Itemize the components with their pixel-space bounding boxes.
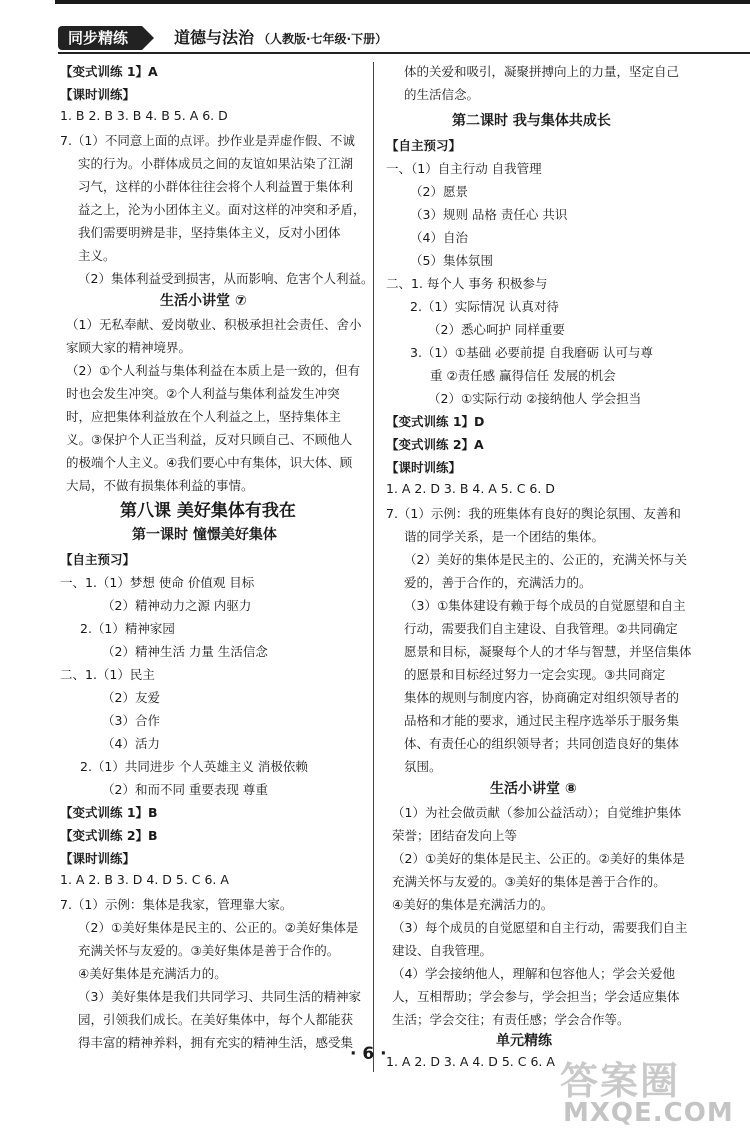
right-line: 品格和才能的要求，通过民主程序选举乐于服务集 <box>404 713 680 728</box>
left-line: 二、1.（1）民主 <box>60 667 155 682</box>
left-line: （2）①个人利益与集体利益在本质上是一致的，但有 <box>66 363 361 378</box>
right-line: 的生活信念。 <box>404 87 480 102</box>
header-underline <box>58 52 750 54</box>
left-line: 【变式训练 1】A <box>60 64 158 79</box>
left-line: 得丰富的精神养料，拥有充实的精神生活，感受集 <box>78 1035 354 1050</box>
period-title: 第一课时 憧憬美好集体 <box>132 527 277 543</box>
right-line: 【自主预习】 <box>386 138 462 153</box>
left-line: （2）集体利益受到损害，从而影响、危害个人利益。 <box>78 271 374 286</box>
right-line: 的愿景和目标经过努力一定会实现。③共同商定 <box>404 667 666 682</box>
left-line: 1. A 2. B 3. D 4. D 5. C 6. A <box>60 872 229 887</box>
right-line: （3）每个成员的自觉愿望和自主行动，需要我们自主 <box>392 920 688 935</box>
right-line: 建设、自我管理。 <box>392 943 493 958</box>
right-line: （1）为社会做贡献（参加公益活动）；自觉维护集体 <box>392 805 682 820</box>
section-heading: 单元精练 <box>496 1033 552 1049</box>
left-line: （3）美好集体是我们共同学习、共同生活的精神家 <box>78 989 361 1004</box>
right-line: （2）①实际行动 ②接纳他人 学会担当 <box>428 391 642 406</box>
left-line: （2）精神生活 力量 生活信念 <box>102 644 268 659</box>
left-line: 【变式训练 1】B <box>60 805 158 820</box>
left-line: 7.（1）示例：集体是我家，管理靠大家。 <box>60 897 293 912</box>
right-line: 3.（1）①基础 必要前提 自我磨砺 认可与尊 <box>410 345 654 360</box>
left-line: 【课时训练】 <box>60 851 136 866</box>
right-line: 荣誉；团结奋发向上等 <box>392 828 518 843</box>
left-line: 【课时训练】 <box>60 87 136 102</box>
left-line: 2.（1）精神家园 <box>80 621 175 636</box>
column-divider <box>373 62 374 1072</box>
right-line: （2）美好的集体是民主的、公正的，充满关怀与关 <box>404 552 687 567</box>
left-line: 家顾大家的精神境界。 <box>66 340 192 355</box>
left-line: （3）合作 <box>102 713 160 728</box>
right-line: （4）学会接纳他人，理解和包容他人；学会关爱他 <box>392 966 675 981</box>
right-line: （2）悉心呵护 同样重要 <box>428 322 565 337</box>
left-line: 园，引领我们成长。在美好集体中，每个人都能获 <box>78 1012 354 1027</box>
right-line: （4）自治 <box>410 230 468 245</box>
watermark <box>555 1050 735 1128</box>
header-top-bar <box>55 0 750 4</box>
right-line: 谐的同学关系，是一个团结的集体。 <box>404 529 605 544</box>
right-line: 体、有责任心的组织领导者；共同创造良好的集体 <box>404 736 680 751</box>
left-line: （2）精神动力之源 内驱力 <box>102 598 252 613</box>
right-line: 爱的，善于合作的，充满活力的。 <box>404 575 592 590</box>
right-line: 充满关怀与友爱的。③美好的集体是善于合作的。 <box>392 874 666 889</box>
right-line: 愿景和目标，凝聚每个人的才华与智慧，并坚信集体 <box>404 644 692 659</box>
right-line: 氛围。 <box>404 759 442 774</box>
section-heading: 生活小讲堂 ⑧ <box>490 781 577 797</box>
right-line: 1. A 2. D 3. B 4. A 5. C 6. D <box>386 481 555 496</box>
edition-label: （人教版·七年级·下册） <box>258 32 388 46</box>
left-line: （2）友爱 <box>102 690 160 705</box>
lesson-title: 第八课 美好集体有我在 <box>120 501 296 521</box>
right-line: 7.（1）示例：我的班集体有良好的舆论氛围、友善和 <box>386 506 681 521</box>
left-line: 益之上，沦为小团体主义。面对这样的冲突和矛盾， <box>78 202 366 217</box>
right-line: 人，互相帮助；学会参与，学会担当；学会适应集体 <box>392 989 680 1004</box>
watermark-url: MXQE.COM <box>563 1098 734 1128</box>
right-line: 重 ②责任感 赢得信任 发展的机会 <box>430 368 616 383</box>
left-line: 习气，这样的小群体往往会将个人利益置于集体利 <box>78 179 354 194</box>
right-line: 体的关爱和吸引，凝聚拼搏向上的力量，坚定自己 <box>404 64 680 79</box>
right-line: 一、（1）自主行动 自我管理 <box>386 161 542 176</box>
subject-title: 道德与法治 <box>174 28 255 47</box>
right-line: ④美好的集体是充满活力的。 <box>392 897 554 912</box>
right-line: （3）①集体建设有赖于每个成员的自觉愿望和自主 <box>404 598 686 613</box>
right-line: （2）①美好的集体是民主、公正的。②美好的集体是 <box>392 851 685 866</box>
left-line: 时，应把集体利益放在个人利益之上，坚持集体主 <box>66 409 342 424</box>
period-title: 第二课时 我与集体共成长 <box>452 113 611 129</box>
left-line: （4）活力 <box>102 736 160 751</box>
left-line: 时也会发生冲突。②个人利益与集体利益发生冲突 <box>66 386 340 401</box>
right-line: 生活；学会交往；有责任感；学会合作等。 <box>392 1012 630 1027</box>
right-line: 1. A 2. D 3. A 4. D 5. C 6. A <box>386 1054 555 1069</box>
right-line: 【变式训练 1】D <box>386 414 485 429</box>
left-line: 大局，不做有损集体利益的事情。 <box>66 478 254 493</box>
right-line: （5）集体氛围 <box>410 253 493 268</box>
left-line: 2.（1）共同进步 个人英雄主义 消极依赖 <box>80 759 308 774</box>
right-line: 【变式训练 2】A <box>386 437 484 452</box>
right-line: 【课时训练】 <box>386 460 462 475</box>
left-line: 7.（1）不同意上面的点评。抄作业是弄虚作假、不诚 <box>60 133 355 148</box>
right-line: 行动，需要我们自主建设、自我管理。②共同确定 <box>404 621 678 636</box>
left-line: 的极端个人主义。④我们要心中有集体，识大体、顾 <box>66 455 353 470</box>
left-line: 实的行为。小群体成员之间的友谊如果沾染了江湖 <box>78 156 354 171</box>
left-line: （1）无私奉献、爱岗敬业、积极承担社会责任、舍小 <box>66 317 362 332</box>
section-heading: 生活小讲堂 ⑦ <box>160 293 247 309</box>
left-line: 一、1.（1）梦想 使命 价值观 目标 <box>60 575 255 590</box>
watermark-logo: 答案圈 <box>560 1059 681 1103</box>
left-line: 【自主预习】 <box>60 552 136 567</box>
right-line: 集体的规则与制度内容，协商确定对组织领导者的 <box>404 690 680 705</box>
left-line: （2）①美好集体是民主的、公正的。②美好集体是 <box>78 920 359 935</box>
right-line: （2）愿景 <box>410 184 468 199</box>
right-line: 2.（1）实际情况 认真对待 <box>410 299 559 314</box>
right-line: （3）规则 品格 责任心 共识 <box>410 207 568 222</box>
left-line: （2）和而不同 重要表现 尊重 <box>102 782 268 797</box>
left-line: ④美好集体是充满活力的。 <box>78 966 227 981</box>
left-line: 义。③保护个人正当利益，反对只顾自己、不顾他人 <box>66 432 353 447</box>
left-line: 1. B 2. B 3. B 4. B 5. A 6. D <box>60 108 228 123</box>
left-line: 我们需要明辨是非，坚持集体主义，反对小团体 <box>78 225 341 240</box>
series-tab: 同步精练 <box>58 26 142 50</box>
left-line: 主义。 <box>78 248 116 263</box>
left-line: 【变式训练 2】B <box>60 828 158 843</box>
left-line: 充满关怀与友爱的。③美好集体是善于合作的。 <box>78 943 340 958</box>
right-line: 二、1. 每个人 事务 积极参与 <box>386 276 548 291</box>
page-number: · 6 · <box>350 1044 387 1064</box>
